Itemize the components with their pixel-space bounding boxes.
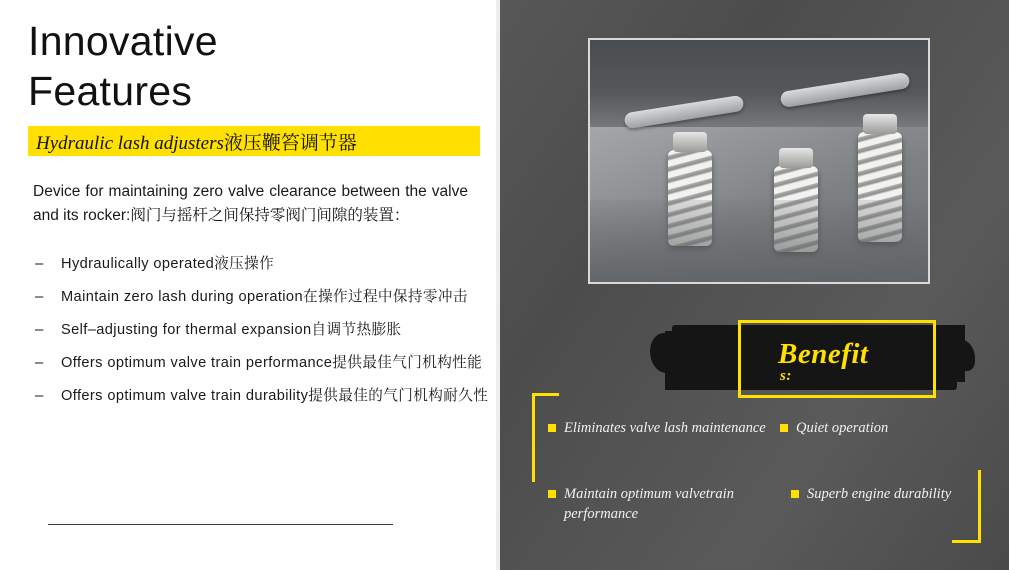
- benefit-heading: [778, 338, 869, 384]
- body-paragraph: Device for maintaining zero valve clearance between the valve and its rocker:阀门与摇杆之间保持零阀门间隙的装置：: [33, 183, 468, 224]
- list-item: [33, 252, 503, 276]
- spring-retainer-2: [779, 148, 813, 168]
- engine-valvetrain-image: [588, 38, 930, 284]
- page-title-line2: Features: [28, 68, 193, 114]
- bullet-marker: –: [35, 354, 44, 371]
- list-item: [33, 384, 503, 408]
- list-item: [33, 318, 503, 342]
- benefit-item-text: Quiet operation: [796, 420, 889, 436]
- benefit-heading-main: Benefit: [778, 338, 869, 370]
- bullet-text: Self–adjusting for thermal expansion自调节热膨胀: [61, 322, 402, 338]
- benefit-item: [780, 418, 996, 438]
- bullet-marker: –: [35, 387, 44, 404]
- benefit-item: [548, 484, 789, 524]
- page-title: [28, 16, 218, 116]
- bullet-marker: –: [35, 321, 44, 338]
- spring-retainer-1: [673, 132, 707, 152]
- square-bullet-icon: [780, 424, 788, 432]
- list-item: [33, 351, 503, 375]
- benefit-item-text: Superb engine durability: [807, 486, 952, 502]
- spring-retainer-3: [863, 114, 897, 134]
- bullet-list: [33, 252, 503, 417]
- decorative-bracket-bottom-right: [952, 470, 981, 543]
- bullet-text: Offers optimum valve train durability提供最佳的气门机构耐久性: [61, 388, 489, 404]
- benefit-item: [791, 484, 992, 504]
- bullet-text: Hydraulically operated液压操作: [61, 256, 275, 272]
- subtitle-english: Hydraulic lash adjusters: [36, 133, 224, 154]
- benefit-heading-tail: s:: [780, 368, 792, 384]
- subtitle: [36, 128, 357, 155]
- image-lower-shadow: [590, 200, 928, 282]
- square-bullet-icon: [548, 424, 556, 432]
- list-item: [33, 285, 503, 309]
- subtitle-chinese: 液压鞭笞调节器: [223, 132, 357, 154]
- square-bullet-icon: [791, 490, 799, 498]
- page-title-line1: Innovative: [28, 18, 218, 64]
- footer-divider: [48, 524, 393, 525]
- square-bullet-icon: [548, 490, 556, 498]
- bullet-text: Maintain zero lash during operation在操作过程中保持零冲击: [61, 289, 468, 305]
- bullet-marker: –: [35, 255, 44, 272]
- benefit-item: [548, 418, 774, 438]
- benefit-item-text: Eliminates valve lash maintenance: [564, 420, 766, 436]
- bullet-marker: –: [35, 288, 44, 305]
- benefit-item-text: Maintain optimum valvetrain performance: [564, 486, 734, 522]
- bullet-text: Offers optimum valve train performance提供最佳气门机构性能: [61, 355, 483, 371]
